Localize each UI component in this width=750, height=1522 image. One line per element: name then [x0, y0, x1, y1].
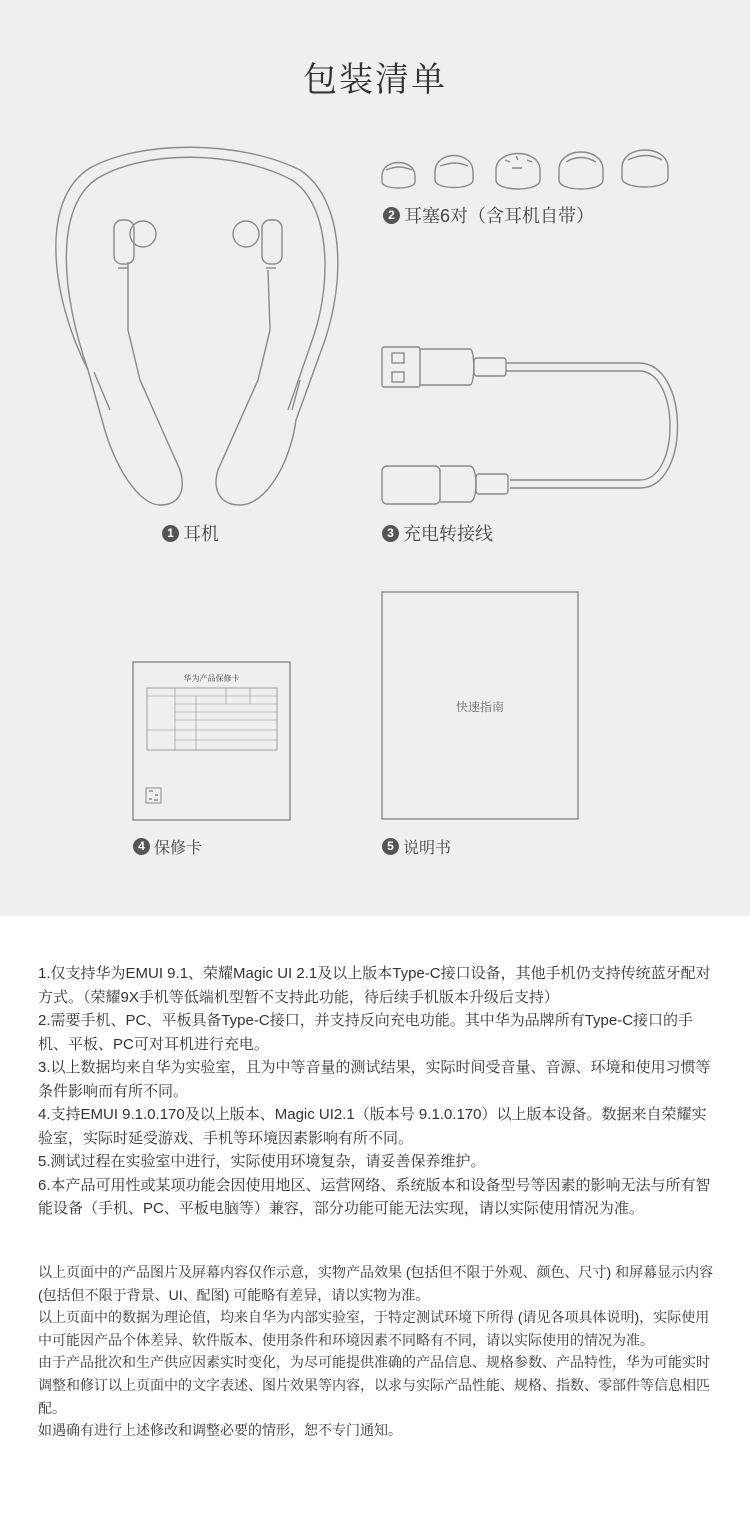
- notes-list: [38, 962, 718, 1221]
- item-number-badge: 4: [133, 838, 150, 855]
- item-number-badge: 2: [383, 207, 400, 224]
- disclaimer-paragraph: 以上页面中的数据为理论值，均来自华为内部实验室，于特定测试环境下所得 (请见各项具体说明)，实际使用中可能因产品个体差异、软件版本、使用条件和环境因素不同略有不同，请以实际使用的情况为准。: [38, 1309, 710, 1348]
- disclaimer-paragraph: 如遇确有进行上述修改和调整必要的情形，恕不专门通知。: [38, 1422, 402, 1439]
- neckband-headphones-drawing: [56, 147, 338, 505]
- warranty-card-title: 华为产品保修卡: [183, 674, 240, 683]
- note-item: 1.仅支持华为EMUI 9.1、荣耀Magic UI 2.1及以上版本Type-C接口设备，其他手机仍支持传统蓝牙配对方式。（荣耀9X手机等低端机型暂不支持此功能，待后续手机版本升级后支持）: [38, 965, 711, 1006]
- item-headphones: [162, 520, 219, 546]
- note-item: 6.本产品可用性或某项功能会因使用地区、运营网络、系统版本和设备型号等因素的影响无法与所有智能设备（手机、PC、平板电脑等）兼容，部分功能可能无法实现，请以实际使用情况为准。: [38, 1176, 711, 1217]
- disclaimer-paragraph: 由于产品批次和生产供应因素实时变化，为尽可能提供准确的产品信息、规格参数、产品特性，华为可能实时调整和修订以上页面中的文字表述、图片效果等内容，以求与实际产品性能、规格、指数、零部件等信息相匹配。: [38, 1354, 710, 1416]
- item-warranty-card: [133, 835, 202, 858]
- charging-cable-drawing: [382, 347, 678, 504]
- page-title: 包装清单: [303, 61, 447, 99]
- item-label: 保修卡: [154, 840, 203, 857]
- item-label: 耳机: [183, 524, 219, 544]
- item-label: 耳塞6对（含耳机自带）: [404, 206, 595, 226]
- disclaimer: [38, 1261, 718, 1442]
- note-item: 4.支持EMUI 9.1.0.170及以上版本、Magic UI2.1（版本号 9.1.0.170）以上版本设备。数据来自荣耀实验室，实际时延受游戏、手机等环境因素影响有所不同。: [38, 1106, 707, 1147]
- item-number-badge: 3: [382, 525, 399, 542]
- item-number-badge: 5: [382, 838, 399, 855]
- item-number-badge: 1: [162, 525, 179, 542]
- ear-tips-drawing: [382, 150, 668, 189]
- quick-guide-title: 快速指南: [455, 700, 504, 714]
- item-ear-tips: [383, 202, 594, 228]
- item-manual: [382, 835, 451, 858]
- disclaimer-paragraph: 以上页面中的产品图片及屏幕内容仅作示意，实物产品效果 (包括但不限于外观、颜色、尺寸) 和屏幕显示内容 (包括但不限于背景、UI、配图) 可能略有差异，请以实物为准。: [38, 1264, 714, 1303]
- item-label: 说明书: [403, 840, 452, 857]
- note-item: 3.以上数据均来自华为实验室，且为中等音量的测试结果，实际时间受音量、音源、环境和使用习惯等条件影响而有所不同。: [38, 1059, 711, 1100]
- item-charging-cable: [382, 520, 493, 546]
- note-item: 2.需要手机、PC、平板具备Type-C接口，并支持反向充电功能。其中华为品牌所有Type-C接口的手机、平板、PC可对耳机进行充电。: [38, 1012, 694, 1053]
- note-item: 5.测试过程在实验室中进行，实际使用环境复杂，请妥善保养维护。: [38, 1153, 486, 1170]
- item-label: 充电转接线: [403, 524, 493, 544]
- warranty-card-drawing: [133, 662, 290, 820]
